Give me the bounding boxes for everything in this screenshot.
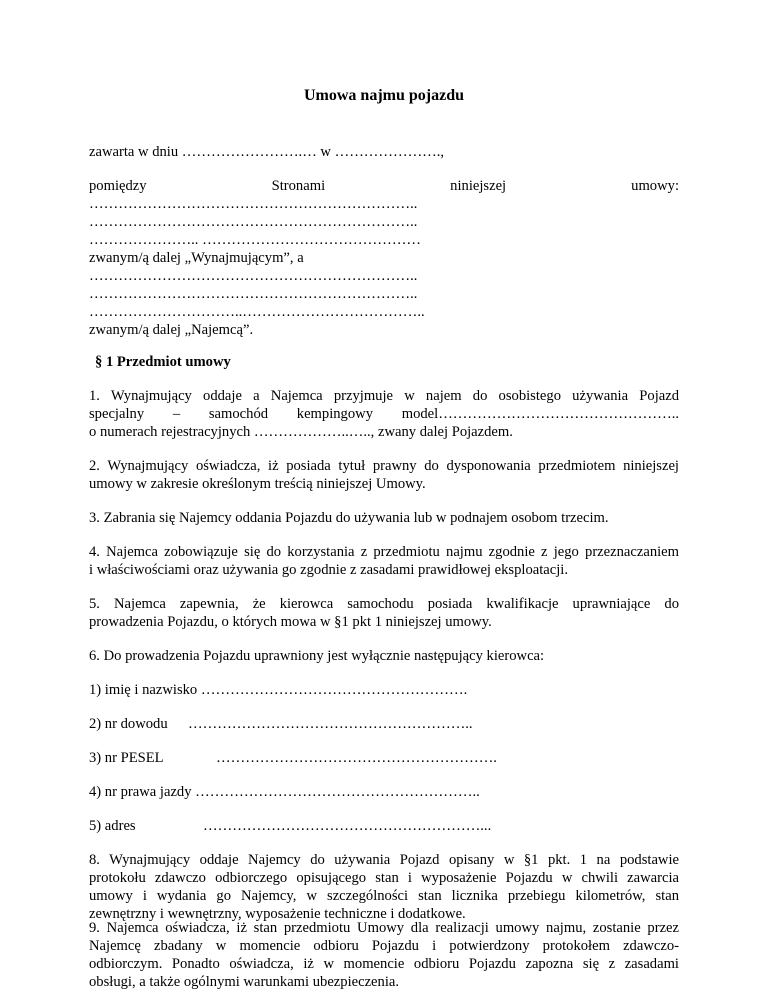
paragraph-line: 2. Wynajmujący oświadcza, iż posiada tytuł prawny do dysponowania przedmiotem niniejszej	[89, 458, 679, 474]
driver-field-dots: …………………………………………………..	[195, 784, 480, 800]
party2-called: zwanym/ą dalej „Najemcą”.	[89, 322, 254, 338]
driver-field-dots: …………………………………………………..	[188, 716, 473, 732]
party1-dots: ………………….. ………………………………………	[89, 232, 422, 248]
driver-field-label: 5) adres	[89, 818, 136, 834]
driver-field-dots: …………………………………………………...	[203, 818, 492, 834]
party1-dots: …………………………………………………………..	[89, 196, 418, 212]
paragraph-line: specjalny – samochód kempingowy model…………………………………………..	[89, 406, 679, 422]
paragraph-line: 5. Najemca zapewnia, że kierowca samochodu posiada kwalifikacje uprawniające do	[89, 596, 679, 612]
paragraph-line: 1. Wynajmujący oddaje a Najemca przyjmuje w najem do osobistego używania Pojazd	[89, 388, 679, 404]
paragraph-line: 9. Najemca oświadcza, iż stan przedmiotu Umowy dla realizacji umowy najmu, zostanie przez	[89, 920, 679, 936]
party2-dots: …………………………………………………………..	[89, 286, 418, 302]
driver-field	[89, 681, 467, 699]
party2-dots: …………………………..………………………………..	[89, 304, 425, 320]
driver-field	[89, 749, 497, 767]
paragraph-line: obsługi, a także ogólnymi warunkami ubezpieczenia.	[89, 974, 400, 990]
driver-field-label: 2) nr dowodu	[89, 716, 168, 732]
driver-field-dots: ………………………………………………….	[216, 750, 497, 766]
party2-dots: …………………………………………………………..	[89, 268, 418, 284]
document-title: Umowa najmu pojazdu	[303, 87, 464, 104]
paragraph-line: Najemcę zbadany w momencie odbioru Pojazdu i potwierdzony protokołem zdawczo-	[89, 938, 679, 954]
party1-called: zwanym/ą dalej „Wynajmującym”, a	[89, 250, 304, 266]
driver-field	[89, 783, 480, 801]
driver-field	[89, 715, 473, 733]
driver-field-label: 3) nr PESEL	[89, 750, 164, 766]
paragraph-line: i właściwościami oraz używania go zgodnie z zasadami prawidłowej eksploatacji.	[89, 562, 568, 578]
driver-field	[89, 817, 492, 835]
between-word: pomiędzy	[89, 178, 147, 194]
paragraph-line: 3. Zabrania się Najemcy oddania Pojazdu do używania lub w podnajem osobom trzecim.	[89, 510, 609, 526]
between-line	[89, 177, 679, 195]
paragraph-line: protokołu zdawczo odbiorczego opisującego stan i wyposażenie Pojazdu w chwili zawarcia	[89, 870, 679, 886]
section-heading: § 1 Przedmiot umowy	[95, 354, 231, 370]
paragraph-line: odbiorczym. Ponadto oświadcza, iż w momencie odbioru Pojazdu zapozna się z zasadami	[89, 956, 679, 972]
paragraph-line: umowy i wydania go Najemcy, w szczególności stan licznika przebiegu kilometrów, stan	[89, 888, 679, 904]
paragraph-line: o numerach rejestracyjnych ………………..….., zwany dalej Pojazdem.	[89, 424, 513, 440]
between-word: Stronami	[271, 178, 326, 194]
between-word: niniejszej	[450, 178, 507, 194]
driver-field-label: 1) imię i nazwisko	[89, 682, 198, 698]
paragraph-line: umowy w zakresie określonym treścią niniejszej Umowy.	[89, 476, 426, 492]
paragraph-line: 4. Najemca zobowiązuje się do korzystania z przedmiotu najmu zgodnie z jego przeznaczaniem	[89, 544, 679, 560]
paragraph-line: 6. Do prowadzenia Pojazdu uprawniony jest wyłącznie następujący kierowca:	[89, 648, 545, 664]
concluded-line: zawarta w dniu …………………….… w ………………….,	[89, 144, 445, 160]
paragraph-line: prowadzenia Pojazdu, o których mowa w §1 pkt 1 niniejszej umowy.	[89, 614, 492, 630]
paragraph-line: zewnętrzny i wewnętrzny, wyposażenie techniczne i dodatkowe.	[89, 906, 466, 922]
driver-field-dots: ……………………………………………….	[200, 682, 468, 698]
party1-dots: …………………………………………………………..	[89, 214, 418, 230]
between-word: umowy:	[631, 178, 679, 194]
paragraph-line: 8. Wynajmujący oddaje Najemcy do używania Pojazd opisany w §1 pkt. 1 na podstawie	[89, 852, 679, 868]
driver-field-label: 4) nr prawa jazdy	[89, 784, 192, 800]
